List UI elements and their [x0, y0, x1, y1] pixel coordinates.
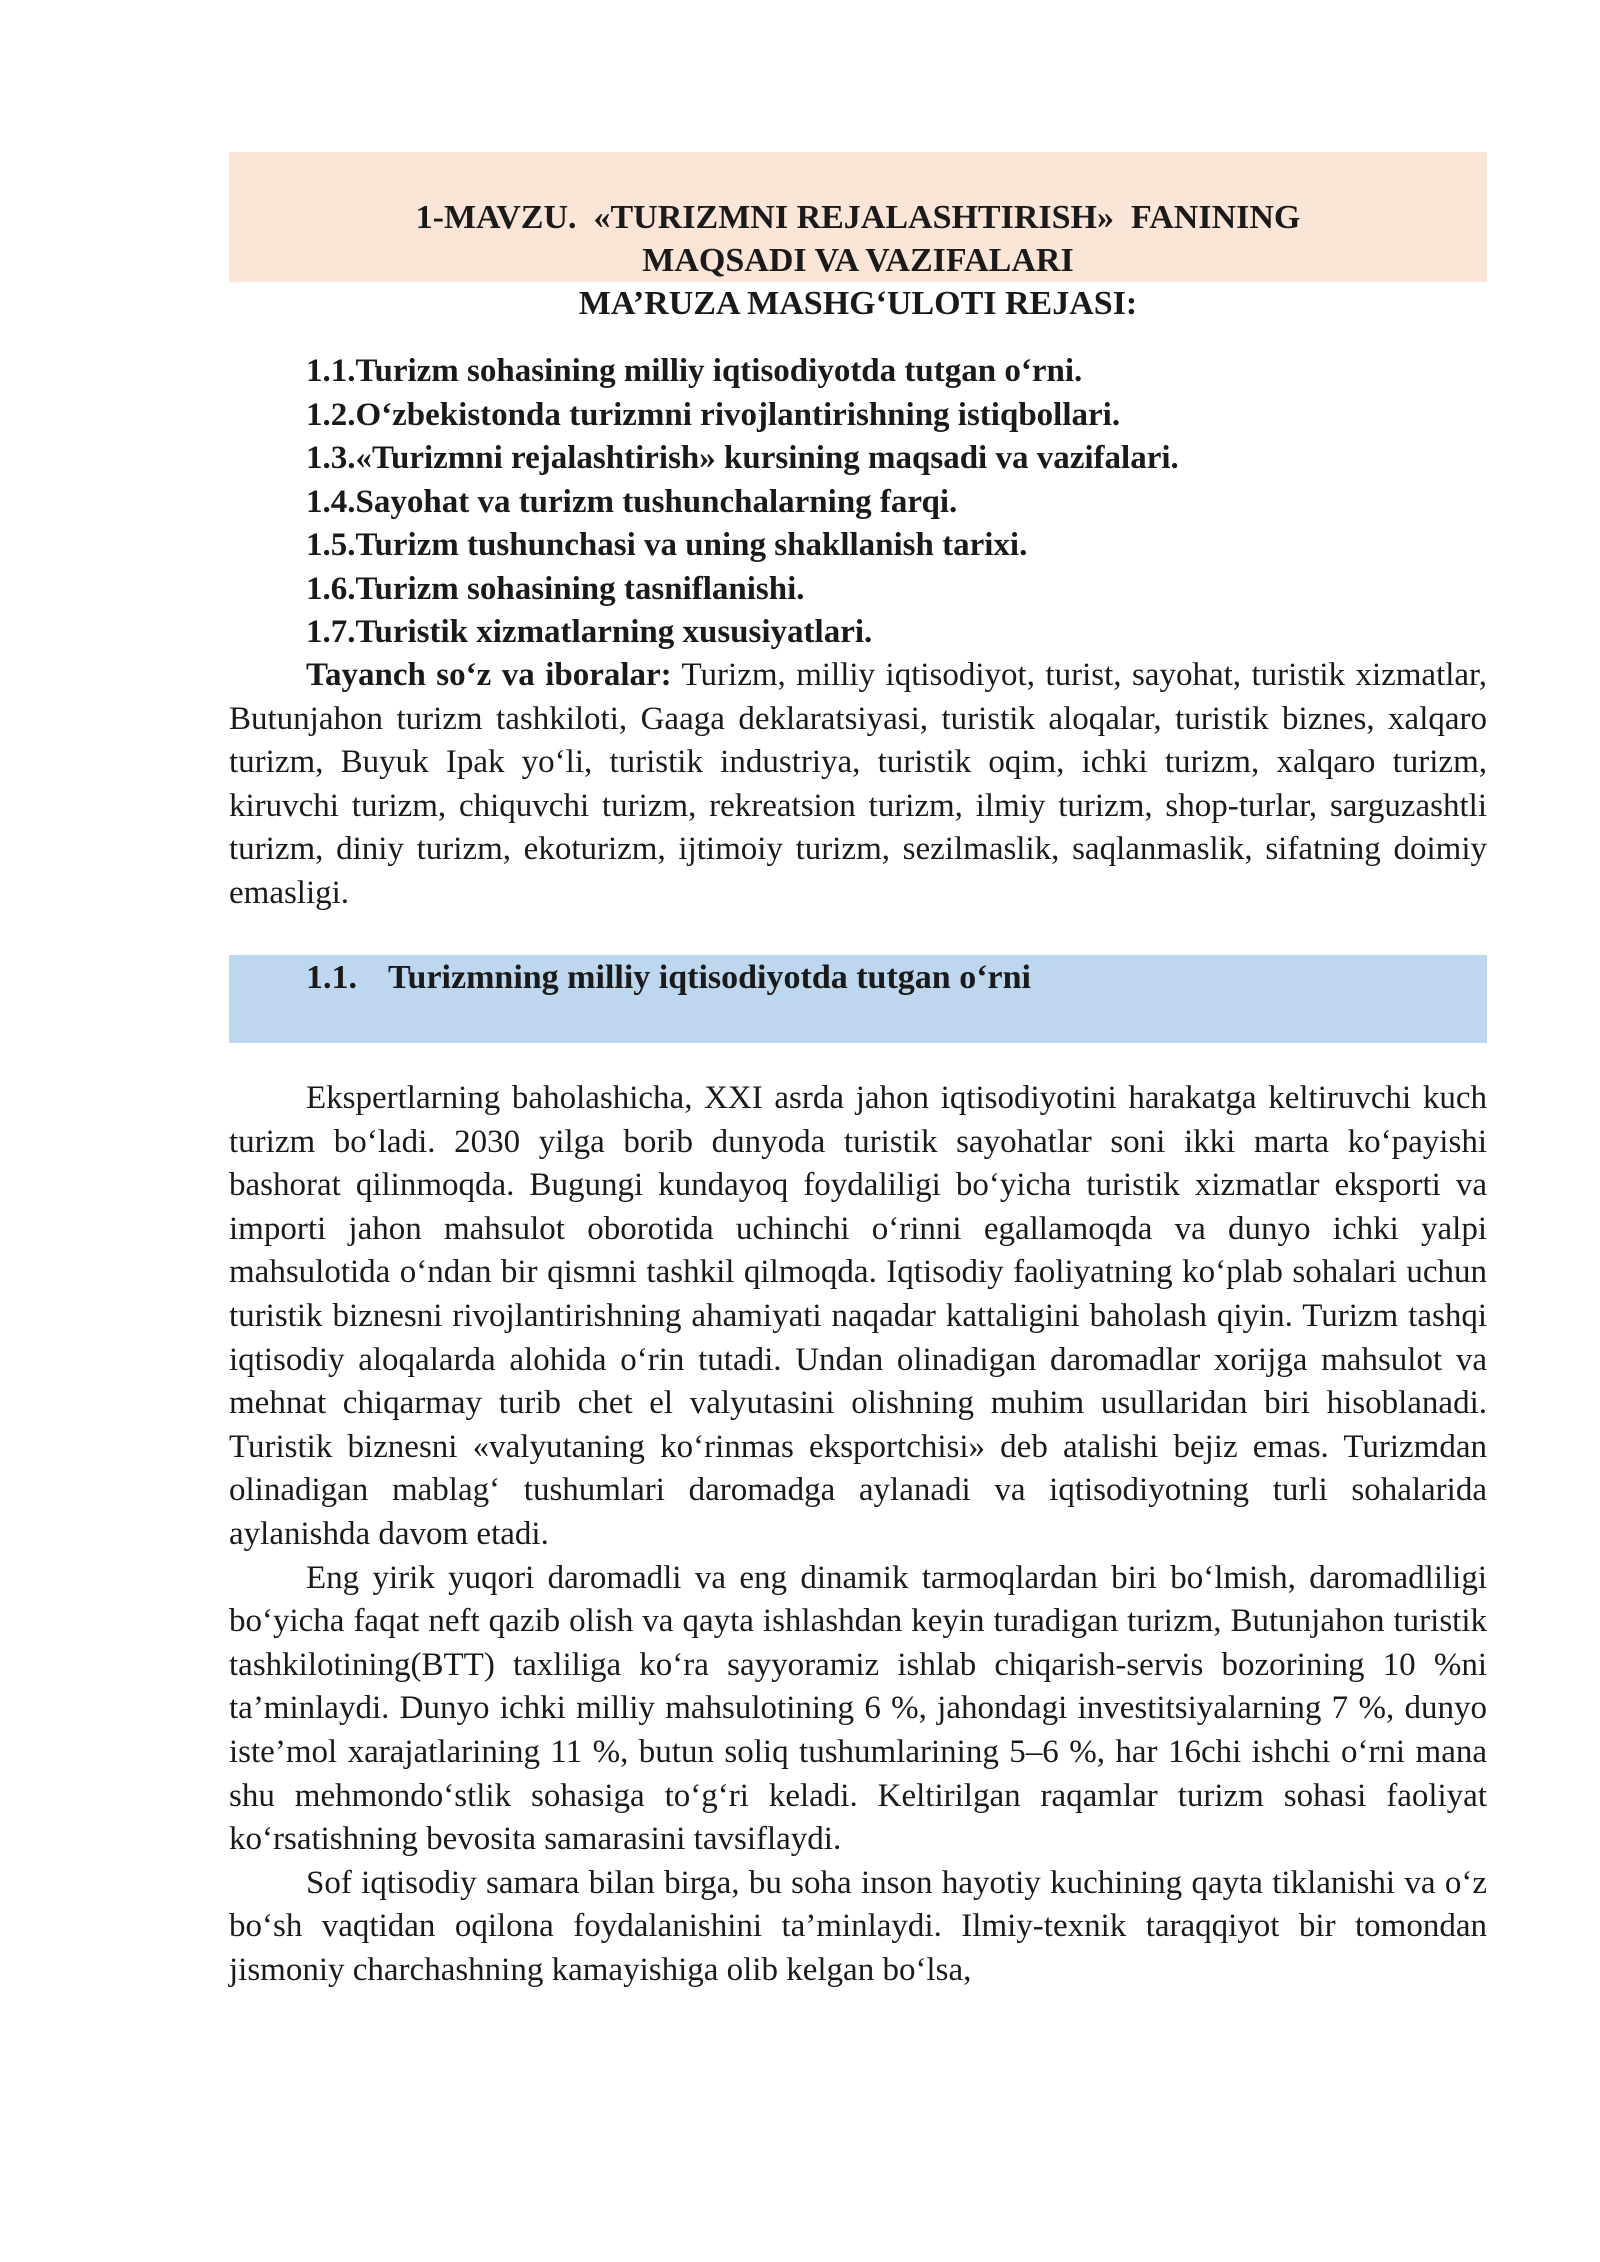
plan-item: 1.6.Turizm sohasining tasniflanishi.	[306, 570, 805, 607]
section-body	[229, 1077, 1487, 1992]
body-paragraph: Eng yirik yuqori daromadli va eng dinamik tarmoqlardan biri bo‘lmish, daromadliligi bo‘yicha faqat neft qazib olish va qayta ishlashdan keyin turadigan turizm, Butunjahon turistik tashkilotining(BTT) taxliliga ko‘ra sayyoramiz ishlab chiqarish-servis bozorining 10 %ni ta’minlaydi. Dunyo ichki milliy mahsulotining 6 %, jahondagi investitsiyalarning 7 %, dunyo iste’mol xarajatlarining 11 %, butun soliq tushumlarining 5–6 %, har 16chi ishchi o‘rni mana shu mehmondo‘stlik sohasiga to‘g‘ri keladi. Keltirilgan raqamlar turizm sohasi faoliyat ko‘rsatishning bevosita samarasini tavsiflaydi.	[229, 1559, 1487, 1858]
keywords-paragraph	[229, 654, 1487, 916]
keywords-block	[229, 654, 1487, 916]
plan-item: 1.1.Turizm sohasining milliy iqtisodiyotda tutgan o‘rni.	[306, 353, 1083, 389]
section-title: Turizmning milliy iqtisodiyotda tutgan o‘rni	[388, 959, 1031, 996]
keywords-label: Tayanch so‘z va iboralar:	[306, 657, 672, 693]
plan-item: 1.2.O‘zbekistonda turizmni rivojlantirishning istiqbollari.	[306, 396, 1121, 433]
plan-item: 1.4.Sayohat va turizm tushunchalarning farqi.	[306, 483, 958, 520]
title-line: MAQSADI VA VAZIFALARI	[642, 242, 1074, 279]
keywords-text: Turizm, milliy iqtisodiyot, turist, sayohat, turistik xizmatlar, Butunjahon turizm tashkiloti, Gaaga deklaratsiyasi, turistik aloqalar, turistik biznes, xalqaro turizm, Buyuk Ipak yo‘li, turistik industriya, turistik oqim, ichki turizm, xalqaro turizm, kiruvchi turizm, chiquvchi turizm, rekreatsion turizm, ilmiy turizm, shop-turlar, sarguzashtli turizm, diniy turizm, ekoturizm, ijtimoiy turizm, sezilmaslik, saqlanmaslik, sifatning doimiy emasligi.	[229, 657, 1487, 911]
section-number: 1.1.	[306, 959, 357, 996]
plan-heading: MA’RUZA MASHG‘ULOTI REJASI:	[578, 285, 1138, 322]
plan-item: 1.5.Turizm tushunchasi va uning shakllanish tarixi.	[306, 527, 1028, 563]
plan-item: 1.3.«Turizmni rejalashtirish» kursining maqsadi va vazifalari.	[306, 440, 1179, 476]
lecture-title	[229, 196, 1487, 325]
section-heading	[306, 956, 1031, 1000]
title-line: 1-MAVZU. «TURIZMNI REJALASHTIRISH» FANINING	[415, 199, 1301, 236]
plan-item: 1.7.Turistik xizmatlarning xususiyatlari.	[306, 614, 873, 650]
lecture-plan-list	[306, 350, 1487, 655]
body-paragraph: Ekspertlarning baholashicha, XXI asrda jahon iqtisodiyotini harakatga keltiruvchi kuch turizm bo‘ladi. 2030 yilga borib dunyoda turistik sayohatlar soni ikki marta ko‘payishi bashorat qilinmoqda. Bugungi kundayoq foydaliligi bo‘yicha turistik xizmatlar eksporti va importi jahon mahsulot oborotida uchinchi o‘rinni egallamoqda va dunyo ichki yalpi mahsulotida o‘ndan bir qismni tashkil qilmoqda. Iqtisodiy faoliyatning ko‘plab sohalari uchun turistik biznesni rivojlantirishning ahamiyati naqadar kattaligini baholash qiyin. Turizm tashqi iqtisodiy aloqalarda alohida o‘rin tutadi. Undan olinadigan daromadlar xorijga mahsulot va mehnat chiqarmay turib chet el valyutasini olishning muhim usullaridan biri hisoblanadi. Turistik biznesni «valyutaning ko‘rinmas eksportchisi» deb atalishi bejiz emas. Turizmdan olinadigan mablag‘ tushumlari daromadga aylanadi va iqtisodiyotning turli sohalarida aylanishda davom etadi.	[229, 1080, 1487, 1552]
body-paragraph: Sof iqtisodiy samara bilan birga, bu soha inson hayotiy kuchining qayta tiklanishi va o‘z bo‘sh vaqtidan oqilona foydalanishini ta’minlaydi. Ilmiy-texnik taraqqiyot bir tomondan jismoniy charchashning kamayishiga olib kelgan bo‘lsa,	[229, 1864, 1487, 1988]
